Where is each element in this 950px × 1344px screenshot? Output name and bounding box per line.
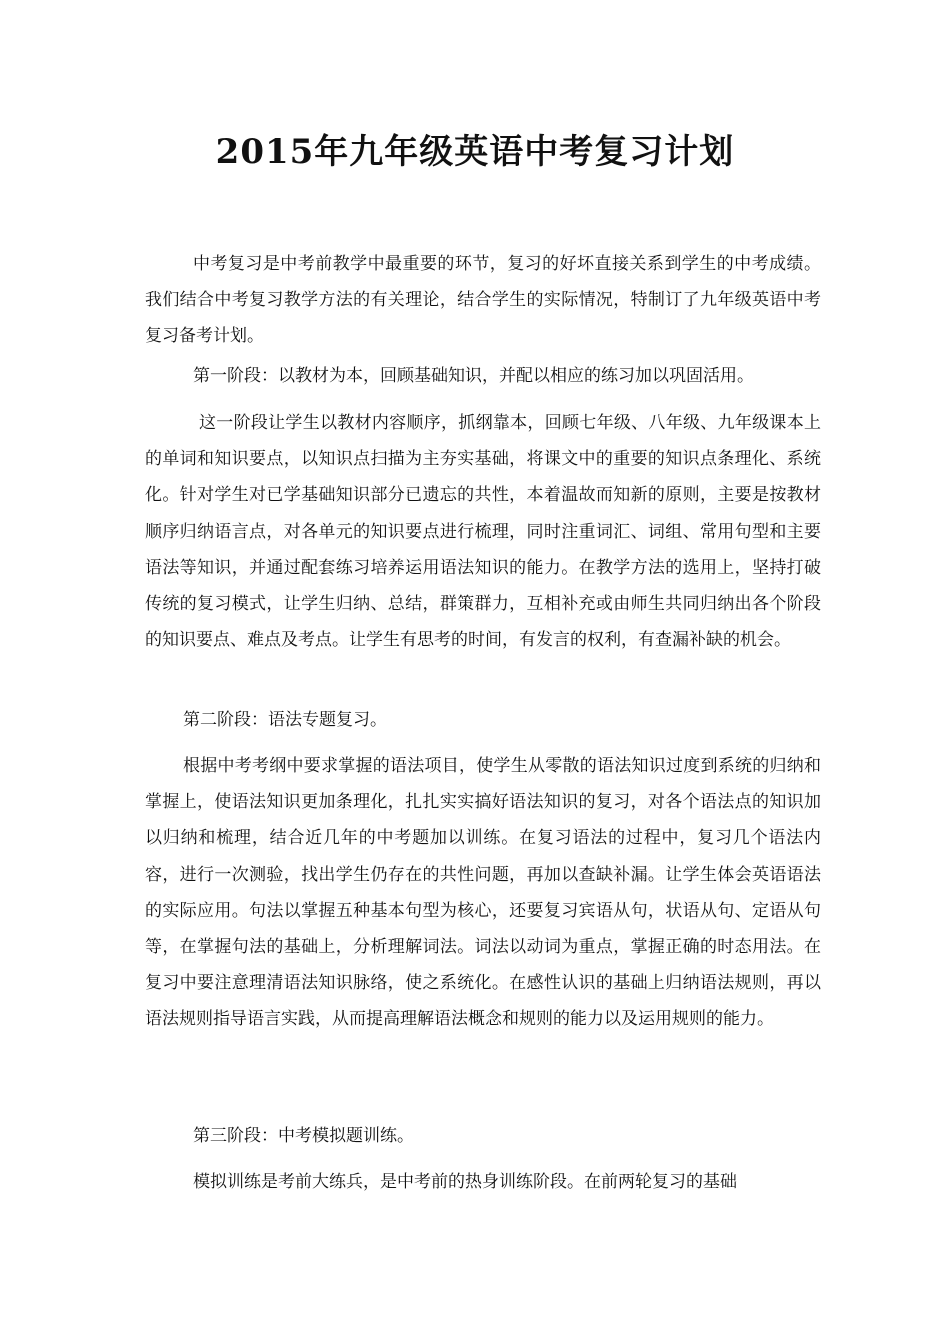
stage-1-paragraph: 这一阶段让学生以教材内容顺序，抓纲靠本，回顾七年级、八年级、九年级课本上的单词和知识要点，以知识点扫描为主夯实基础，将课文中的重要的知识点条理化、系统化。针对学生对已学基础知识部分已遗忘的共性，本着温故而知新的原则，主要是按教材顺序归纳语言点，对各单元的知识要点进行梳理，同时注重词汇、词组、常用句型和主要语法等知识，并通过配套练习培养运用语法知识的能力。在教学方法的选用上，坚持打破传统的复习模式，让学生归纳、总结，群策群力，互相补充或由师生共同归纳出各个阶段的知识要点、难点及考点。让学生有思考的时间，有发言的权利，有查漏补缺的机会。 <box>145 413 821 651</box>
intro-paragraph: 中考复习是中考前教学中最重要的环节，复习的好坏直接关系到学生的中考成绩。我们结合中考复习教学方法的有关理论，结合学生的实际情况，特制订了九年级英语中考复习备考计划。 <box>145 254 821 347</box>
stage-2-heading: 第二阶段：语法专题复习。 <box>183 710 387 730</box>
document-title: 2015年九年级英语中考复习计划 <box>215 132 735 172</box>
stage-3-paragraph: 模拟训练是考前大练兵，是中考前的热身训练阶段。在前两轮复习的基础 <box>193 1172 737 1192</box>
stage-2-paragraph: 根据中考考纲中要求掌握的语法项目，使学生从零散的语法知识过度到系统的归纳和掌握上，使语法知识更加条理化，扎扎实实搞好语法知识的复习，对各个语法点的知识加以归纳和梳理，结合近几年的中考题加以训练。在复习语法的过程中，复习几个语法内容，进行一次测验，找出学生仍存在的共性问题，再加以查缺补漏。让学生体会英语语法的实际应用。句法以掌握五种基本句型为核心，还要复习宾语从句，状语从句、定语从句等，在掌握句法的基础上，分析理解词法。词法以动词为重点，掌握正确的时态用法。在复习中要注意理清语法知识脉络，使之系统化。在感性认识的基础上归纳语法规则，再以语法规则指导语言实践，从而提高理解语法概念和规则的能力以及运用规则的能力。 <box>145 756 821 1030</box>
stage-1-heading: 第一阶段：以教材为本，回顾基础知识，并配以相应的练习加以巩固活用。 <box>193 366 754 386</box>
stage-3-heading: 第三阶段：中考模拟题训练。 <box>193 1126 414 1146</box>
